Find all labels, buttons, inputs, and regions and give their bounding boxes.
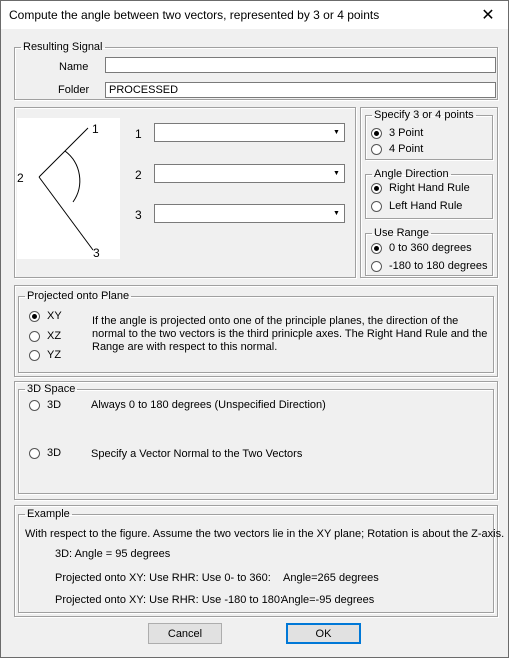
name-label: Name: [59, 61, 89, 73]
radio-left-hand-rule[interactable]: [371, 200, 462, 212]
example-line-3-b: Angle=-95 degrees: [281, 594, 375, 606]
radio-right-hand-rule[interactable]: [371, 182, 470, 194]
radio-right-hand-rule-dot[interactable]: [371, 183, 382, 194]
angle-figure: [17, 118, 120, 259]
name-input[interactable]: [105, 57, 496, 73]
point-3-label: 3: [135, 208, 142, 222]
resulting-signal-legend: Resulting Signal: [23, 41, 103, 53]
radio-3d-unspecified-dot[interactable]: [29, 400, 40, 411]
projected-description: If the angle is projected onto one of the principle planes, the direction of the normal to the two vectors is the third prinicple axes. The Right Hand Rule and the Range are with respect to this normal.: [92, 315, 488, 353]
specify-points-legend: Specify 3 or 4 points: [374, 109, 474, 121]
radio-3d-normal-dot[interactable]: [29, 448, 40, 459]
radio-plane-yz[interactable]: [29, 349, 61, 361]
radio-plane-xy-label: XY: [47, 310, 62, 322]
space3d-option-2-desc: Specify a Vector Normal to the Two Vectors: [91, 448, 303, 460]
example-line-1: 3D: Angle = 95 degrees: [55, 548, 171, 560]
radio-plane-xz-dot[interactable]: [29, 331, 40, 342]
radio-right-hand-rule-label: Right Hand Rule: [389, 182, 470, 194]
radio-range-180-180-label: -180 to 180 degrees: [389, 260, 488, 272]
chevron-down-icon[interactable]: ▼: [333, 170, 340, 177]
use-range-legend: Use Range: [374, 227, 430, 239]
title-bar: [1, 1, 508, 29]
angle-direction-legend: Angle Direction: [374, 168, 449, 180]
radio-plane-yz-dot[interactable]: [29, 350, 40, 361]
close-icon[interactable]: ✕: [481, 7, 495, 24]
example-intro: With respect to the figure. Assume the two vectors lie in the XY plane; Rotation is about the Z-axis.: [25, 528, 505, 540]
radio-range-0-360-label: 0 to 360 degrees: [389, 242, 472, 254]
point-1-select[interactable]: [154, 123, 345, 142]
point-2-select[interactable]: [154, 164, 345, 183]
example-line-2-b: Angle=265 degrees: [283, 572, 379, 584]
radio-3d-normal-label: 3D: [47, 447, 62, 459]
radio-plane-xz-label: XZ: [47, 330, 62, 342]
point-2-label: 2: [135, 168, 142, 182]
radio-4-point-label: 4 Point: [389, 143, 424, 155]
radio-3d-unspecified-label: 3D: [47, 399, 62, 411]
radio-3d-normal[interactable]: [29, 447, 61, 459]
window-title: Compute the angle between two vectors, represented by 3 or 4 points: [9, 8, 380, 22]
radio-3-point[interactable]: [371, 127, 423, 139]
space3d-legend: 3D Space: [27, 383, 76, 395]
cancel-button[interactable]: Cancel: [148, 623, 222, 644]
example-legend: Example: [27, 508, 70, 520]
figure-point-3-label: 3: [93, 246, 100, 260]
figure-point-1-label: 1: [92, 122, 99, 136]
radio-plane-xz[interactable]: [29, 330, 61, 342]
chevron-down-icon[interactable]: ▼: [333, 210, 340, 217]
example-line-3-a: Projected onto XY: Use RHR: Use -180 to 180:: [55, 594, 284, 606]
radio-plane-xy[interactable]: [29, 310, 62, 322]
radio-range-0-360-dot[interactable]: [371, 243, 382, 254]
radio-3-point-label: 3 Point: [389, 127, 424, 139]
point-1-label: 1: [135, 127, 142, 141]
figure-point-2-label: 2: [17, 171, 24, 185]
radio-left-hand-rule-dot[interactable]: [371, 201, 382, 212]
radio-range-0-360[interactable]: [371, 242, 472, 254]
angle-diagram-icon: [17, 118, 120, 259]
radio-3-point-dot[interactable]: [371, 128, 382, 139]
point-3-select[interactable]: [154, 204, 345, 223]
radio-3d-unspecified[interactable]: [29, 399, 61, 411]
space3d-option-1-desc: Always 0 to 180 degrees (Unspecified Direction): [91, 399, 326, 411]
ok-button[interactable]: OK: [286, 623, 361, 644]
radio-4-point-dot[interactable]: [371, 144, 382, 155]
radio-plane-xy-dot[interactable]: [29, 311, 40, 322]
projected-legend: Projected onto Plane: [27, 290, 130, 302]
radio-4-point[interactable]: [371, 143, 423, 155]
radio-plane-yz-label: YZ: [47, 349, 62, 361]
folder-label: Folder: [58, 84, 90, 96]
folder-input[interactable]: PROCESSED: [105, 82, 496, 98]
radio-range-180-180[interactable]: [371, 260, 487, 272]
example-line-2-a: Projected onto XY: Use RHR: Use 0- to 360:: [55, 572, 271, 584]
radio-left-hand-rule-label: Left Hand Rule: [389, 200, 463, 212]
radio-range-180-180-dot[interactable]: [371, 261, 382, 272]
chevron-down-icon[interactable]: ▼: [333, 129, 340, 136]
